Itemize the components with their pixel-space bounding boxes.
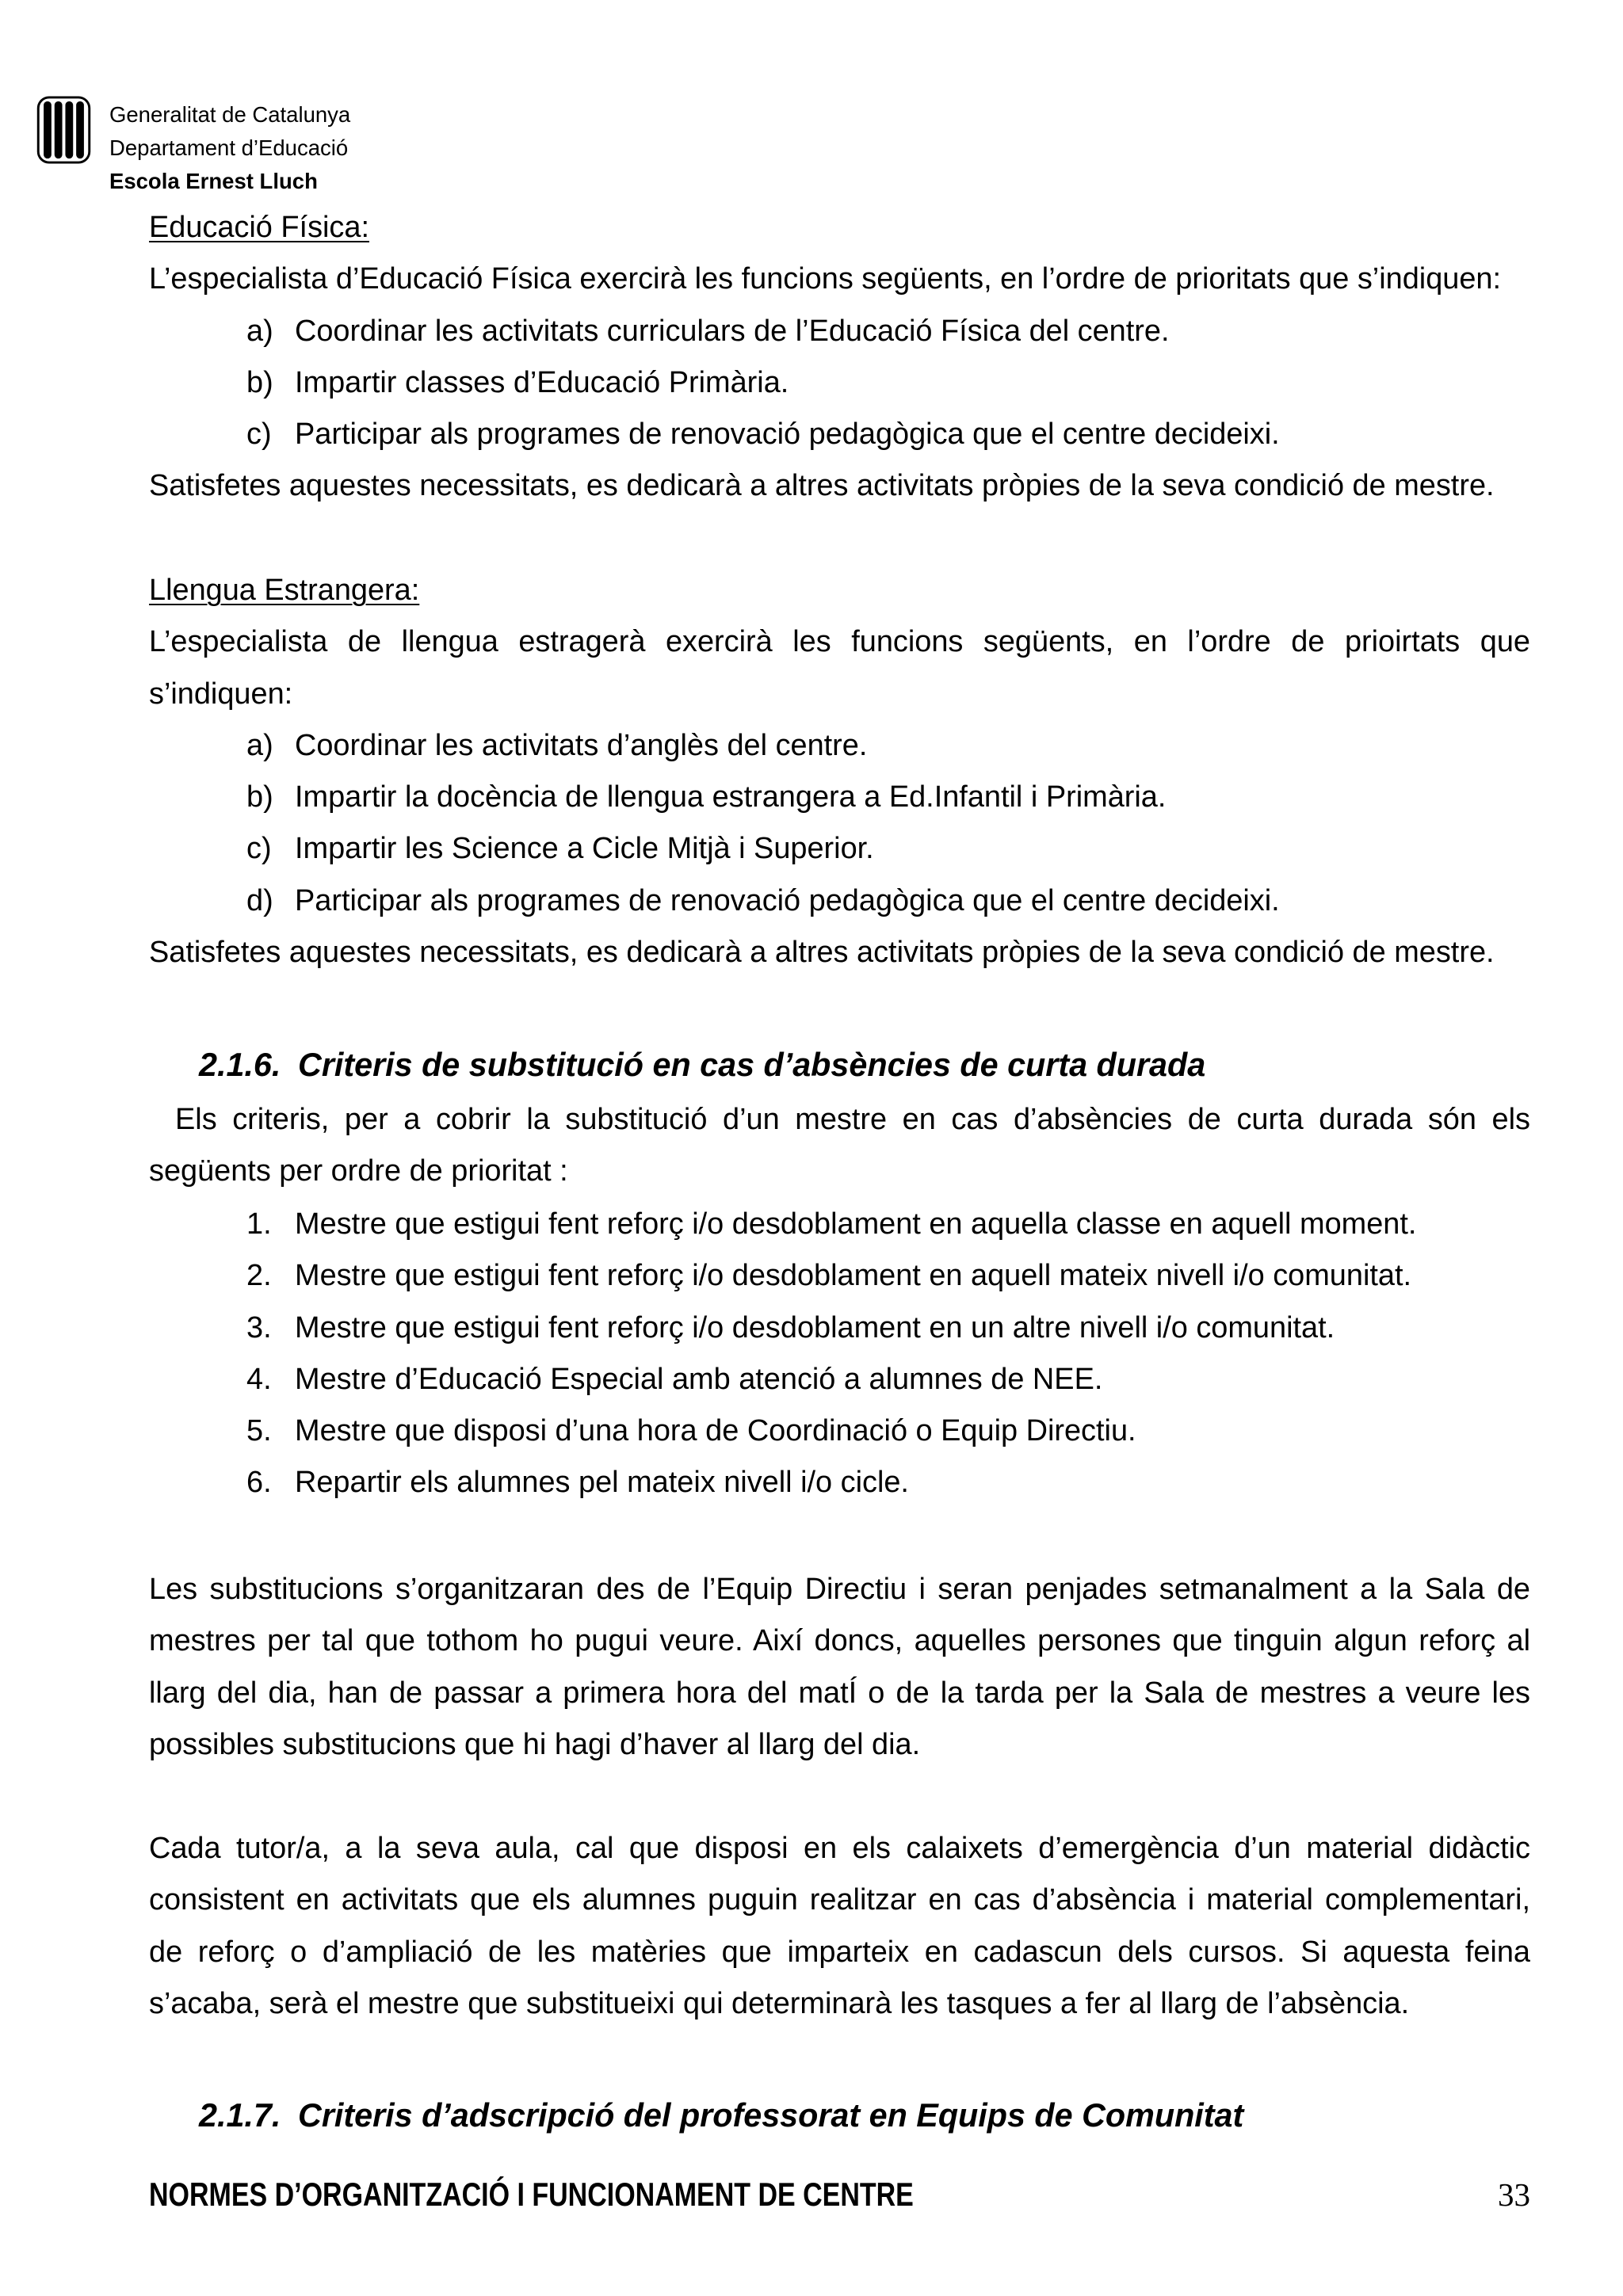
list-item-text: Participar als programes de renovació pedagògica que el centre decideixi. xyxy=(295,883,1280,917)
paragraph-line: L’especialista de llengua estragerà exercirà les funcions següents, en l’ordre de prioirtats que xyxy=(149,625,1530,659)
list-item xyxy=(149,772,1530,823)
list-item xyxy=(149,1199,1530,1250)
section-educacio-fisica xyxy=(149,202,1530,513)
subheading-llengua-estrangera: Llengua Estrangera: xyxy=(149,574,420,607)
page-number: 33 xyxy=(1498,2176,1530,2213)
footer-document-title: NORMES D’ORGANITZACIÓ I FUNCIONAMENT DE CENTRE xyxy=(149,2176,914,2213)
paragraph-text: Satisfetes aquestes necessitats, es dedicarà a altres activitats pròpies de la seva condició de mestre. xyxy=(149,936,1495,970)
paragraph-substitucions xyxy=(149,1564,1530,1771)
list-marker: c) xyxy=(246,418,272,452)
list-number: 1. xyxy=(246,1207,272,1241)
list-number: 3. xyxy=(246,1310,272,1344)
paragraph-line: s’acaba, serà el mestre que substitueixi qui determinarà les tasques a fer al llarg de l’absència. xyxy=(149,1986,1410,2020)
section-number: 2.1.6. xyxy=(199,1047,281,1083)
paragraph-line: Les substitucions s’organitzaran des de l’Equip Directiu i seran penjades setmanalment a la Sala de xyxy=(149,1573,1530,1606)
list-number: 4. xyxy=(246,1362,272,1396)
list-number: 2. xyxy=(246,1259,272,1293)
letterhead xyxy=(109,98,350,198)
section-heading-2-1-7 xyxy=(199,2090,1243,2142)
list-item-text: Mestre que estigui fent reforç i/o desdoblament en aquella classe en aquell moment. xyxy=(295,1207,1417,1241)
list-marker: b) xyxy=(246,365,273,399)
criteria-list xyxy=(149,1199,1530,1509)
list-number: 5. xyxy=(246,1414,272,1448)
paragraph-tutor xyxy=(149,1823,1530,2030)
section-title: Criteris de substitució en cas d’absències de curta durada xyxy=(298,1047,1206,1083)
section-llengua-estrangera xyxy=(149,565,1530,978)
list-item-text: Mestre que estigui fent reforç i/o desdoblament en un altre nivell i/o comunitat. xyxy=(295,1310,1335,1344)
list-item xyxy=(149,875,1530,927)
subheading-educacio-fisica: Educació Física: xyxy=(149,211,369,244)
paragraph-text: Satisfetes aquestes necessitats, es dedicarà a altres activitats pròpies de la seva condició de mestre. xyxy=(149,469,1495,503)
list-marker: d) xyxy=(246,883,273,917)
list-item-text: Repartir els alumnes pel mateix nivell i/o cicle. xyxy=(295,1466,909,1500)
paragraph-line: possibles substitucions que hi hagi d’haver al llarg del dia. xyxy=(149,1727,921,1761)
list-item xyxy=(149,306,1530,357)
paragraph-line: llarg del dia, han de passar a primera hora del matÍ o de la tarda per la Sala de mestres a veure les xyxy=(149,1676,1530,1710)
list-item-text: Impartir classes d’Educació Primària. xyxy=(295,365,789,399)
list-item-text: Impartir les Science a Cicle Mitjà i Superior. xyxy=(295,832,874,866)
list-item xyxy=(149,1457,1530,1508)
list-item-text: Impartir la docència de llengua estrangera a Ed.Infantil i Primària. xyxy=(295,780,1167,814)
paragraph-line: Els criteris, per a cobrir la substitució d’un mestre en cas d’absències de curta durada són els xyxy=(175,1103,1530,1136)
paragraph-criteris-intro xyxy=(149,1094,1530,1198)
list-item xyxy=(149,823,1530,875)
paragraph-line: consistent en activitats que els alumnes puguin realitzar en cas d’absència i material complementari, xyxy=(149,1883,1530,1917)
section-title: Criteris d’adscripció del professorat en Equips de Comunitat xyxy=(298,2097,1244,2134)
paragraph-line: de reforç o d’ampliació de les matèries que imparteix en cadascun dels cursos. Si aquesta feina xyxy=(149,1935,1530,1969)
list-item xyxy=(149,409,1530,460)
paragraph-text: L’especialista d’Educació Física exercirà les funcions següents, en l’ordre de prioritats que s’indiquen: xyxy=(149,262,1502,296)
list-item xyxy=(149,357,1530,409)
list-item xyxy=(149,720,1530,772)
section-heading-2-1-6 xyxy=(199,1039,1205,1091)
list-number: 6. xyxy=(246,1466,272,1500)
paragraph-line: Cada tutor/a, a la seva aula, cal que disposi en els calaixets d’emergència d’un material didàctic xyxy=(149,1832,1530,1865)
letterhead-school: Escola Ernest Lluch xyxy=(109,169,318,193)
list-marker: a) xyxy=(246,314,273,348)
list-item xyxy=(149,1302,1530,1354)
list-item xyxy=(149,1250,1530,1302)
list-item-text: Mestre d’Educació Especial amb atenció a alumnes de NEE. xyxy=(295,1362,1103,1396)
paragraph-line: s’indiquen: xyxy=(149,677,293,711)
list-item-text: Mestre que disposi d’una hora de Coordinació o Equip Directiu. xyxy=(295,1414,1136,1448)
list-item xyxy=(149,1405,1530,1457)
list-marker: a) xyxy=(246,728,273,762)
letterhead-government: Generalitat de Catalunya xyxy=(109,102,351,127)
paragraph-line: següents per ordre de prioritat : xyxy=(149,1154,568,1188)
section-number: 2.1.7. xyxy=(199,2097,281,2134)
list-marker: c) xyxy=(246,832,272,866)
list-item-text: Participar als programes de renovació pedagògica que el centre decideixi. xyxy=(295,418,1280,452)
letterhead-department: Departament d’Educació xyxy=(109,135,349,160)
generalitat-quadribarrat-icon xyxy=(36,96,91,164)
list-item xyxy=(149,1354,1530,1405)
list-item-text: Mestre que estigui fent reforç i/o desdoblament en aquell mateix nivell i/o comunitat. xyxy=(295,1259,1412,1293)
list-marker: b) xyxy=(246,780,273,814)
list-item-text: Coordinar les activitats curriculars de l’Educació Física del centre. xyxy=(295,314,1170,348)
list-item-text: Coordinar les activitats d’anglès del centre. xyxy=(295,728,868,762)
paragraph-line: mestres per tal que tothom ho pugui veure. Així doncs, aquelles persones que tinguin algun reforç al xyxy=(149,1624,1530,1658)
